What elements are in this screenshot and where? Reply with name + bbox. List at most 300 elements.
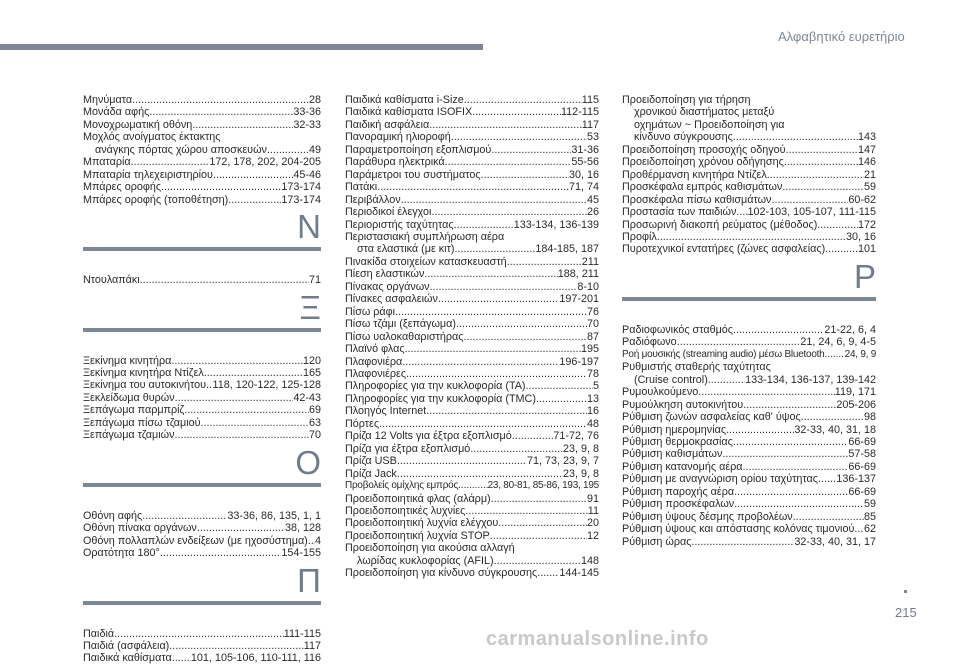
index-term: Παιδιά (83, 627, 115, 640)
index-term: Προειδοποιητικές λυχνίες (345, 504, 466, 517)
index-term: Προσκέφαλα εμπρός καθισμάτων (622, 181, 783, 194)
index-entry-line: Προειδοποίηση για τήρηση (622, 94, 751, 106)
index-entry (345, 281, 599, 293)
section-rule (83, 328, 321, 332)
index-term: Ρυμούλκηση αυτοκινήτου (622, 398, 744, 411)
index-section-m (83, 94, 321, 206)
section-rule (83, 247, 321, 251)
dot-leader (472, 106, 561, 118)
index-term: Παιδικά καθίσματα i-Size (345, 94, 464, 106)
index-entry (345, 393, 599, 405)
index-entry (622, 231, 876, 243)
index-term: Μονάδα αφής (83, 106, 150, 119)
index-section-x (83, 355, 321, 442)
index-pages: 33-36, 86, 135, 1, 1 (227, 509, 321, 522)
index-pages: 53 (586, 131, 599, 144)
dot-leader (454, 219, 514, 231)
dot-leader (114, 628, 284, 640)
index-pages: 147 (857, 143, 876, 156)
index-entry (345, 169, 599, 181)
index-pages: 60-62 (848, 193, 876, 206)
index-section-p-end (622, 94, 876, 256)
index-entry (345, 156, 599, 168)
index-term: Μηνύματα (83, 94, 133, 106)
index-pages: 23, 80-81, 85-86, 193, 195 (487, 480, 599, 492)
index-term: Προφίλ (622, 230, 657, 243)
index-pages: 55-56 (571, 156, 599, 169)
index-pages: 45 (586, 193, 599, 206)
index-pages: 28 (308, 94, 321, 106)
index-term: Ξεκίνημα κινητήρα Ντίζελ (83, 366, 204, 379)
index-entry (345, 405, 599, 417)
index-pages: 87 (586, 330, 599, 343)
index-term: Προβολείς ομίχλης εμπρός (345, 480, 459, 492)
page-number: 215 (895, 605, 917, 620)
index-term: Πληροφορίες για την κυκλοφορία (TMC) (345, 392, 536, 405)
index-entry (345, 555, 599, 567)
section-rule (83, 601, 321, 605)
index-pages: 112-115 (560, 106, 599, 119)
dot-leader (818, 473, 836, 485)
index-pages: 211 (581, 255, 599, 268)
dot-leader (171, 355, 303, 367)
index-entry (622, 194, 876, 206)
index-pages: 205-206 (836, 398, 876, 411)
index-term: Πανοραμική ηλιοροφή (345, 131, 451, 144)
index-pages: 23, 9, 8 (562, 442, 599, 455)
index-term: Ρύθμιση θερμοκρασίας (622, 435, 733, 448)
index-term: Περιβάλλον (345, 193, 401, 206)
dot-leader (397, 468, 563, 480)
index-pages: 133-134, 136-139 (513, 218, 599, 231)
index-section-p-cont (345, 94, 599, 580)
index-term: Παιδικά καθίσματα ISOFIX (345, 106, 473, 119)
index-section-n (83, 274, 321, 286)
index-term: Περιοδικοί έλεγχοι (345, 206, 432, 219)
index-term: Πινακίδα στοιχείων κατασκευαστή (345, 255, 507, 268)
index-pages: 26 (586, 206, 599, 219)
index-pages: 8-10 (577, 280, 599, 293)
dot-leader (743, 461, 849, 473)
index-entry (622, 324, 876, 336)
dot-leader (267, 144, 309, 156)
dot-leader (213, 169, 293, 181)
index-term: Προθέρμανση κινητήρα Ντίζελ (622, 168, 767, 181)
index-term: Ρύθμιση προσκέφαλων (622, 498, 735, 511)
index-section-p (83, 628, 321, 665)
index-entry (83, 274, 321, 286)
dot-leader (825, 243, 858, 255)
index-entry (83, 640, 321, 652)
index-pages: 101 (857, 243, 876, 256)
index-pages: 20 (586, 517, 599, 530)
index-pages: 32-33 (293, 118, 321, 131)
dot-leader (429, 119, 582, 131)
index-pages: 101, 105-106, 110-111, 116 (190, 652, 321, 665)
index-term: Ορατότητα 180° (83, 547, 160, 560)
dot-leader (536, 393, 587, 405)
dot-leader (771, 194, 848, 206)
dot-leader (395, 306, 587, 318)
dot-leader (733, 131, 858, 143)
index-term: Ρύθμιση ώρας (622, 535, 692, 548)
dot-leader (204, 367, 303, 379)
index-pages: 172, 178, 202, 204-205 (209, 156, 321, 169)
index-entry (345, 256, 599, 268)
index-term: Πλοηγός Internet (345, 405, 427, 418)
dot-leader (512, 430, 554, 442)
dot-leader (405, 343, 581, 355)
dot-leader (733, 436, 849, 448)
index-pages: 71, 74 (568, 181, 599, 194)
index-entry (622, 436, 876, 448)
index-pages: 69 (308, 404, 321, 417)
index-entry (83, 181, 321, 193)
index-pages: 59 (863, 498, 876, 511)
dot-leader (379, 418, 587, 430)
index-entry (345, 268, 599, 280)
letter-heading-r (622, 257, 876, 314)
index-pages: 38, 128 (284, 522, 321, 535)
index-pages: 23, 9, 8 (562, 467, 599, 480)
index-entry (622, 206, 876, 218)
index-term: Ρύθμιση καθισμάτων (622, 448, 723, 461)
index-pages: 66-69 (848, 485, 876, 498)
dot-leader (767, 169, 864, 181)
index-term: Προστασία των παιδιών (622, 206, 737, 219)
dot-leader (456, 318, 587, 330)
index-pages: 12 (586, 529, 599, 542)
index-pages: 184-185, 187 (535, 243, 599, 256)
index-entry (345, 493, 599, 505)
dot-leader (132, 94, 309, 106)
dot-leader (708, 374, 745, 386)
index-pages: 165 (302, 366, 321, 379)
index-term: (Cruise control) (634, 373, 708, 386)
index-entry (622, 536, 876, 548)
dot-leader (131, 156, 210, 168)
dot-leader (491, 144, 571, 156)
index-entry (83, 367, 321, 379)
index-pages: 146 (857, 156, 876, 169)
index-entry (622, 448, 876, 460)
index-term: Ξεπάγωμα τζαμιών (83, 429, 175, 442)
index-term: Πίνακας οργάνων (345, 280, 430, 293)
dot-leader (722, 448, 848, 460)
index-term: Ρυμουλκούμενο (622, 386, 699, 399)
index-pages: 57-58 (848, 448, 876, 461)
index-term: Ρύθμιση ύψους δέσμης προβολέων (622, 510, 793, 523)
index-term: Μπάρες οροφής (τοποθέτηση) (83, 193, 229, 206)
section-letter: Π (287, 562, 321, 600)
index-pages: 76 (586, 305, 599, 318)
index-entry (345, 356, 599, 368)
index-term: Πατάκι (345, 181, 378, 194)
index-entry (622, 486, 876, 498)
index-entry-line: οχημάτων ~ Προειδοποίηση για (634, 118, 785, 131)
index-entry (622, 349, 876, 361)
dot-leader (825, 349, 845, 361)
index-pages: 30, 16 (845, 230, 876, 243)
dot-leader (784, 156, 858, 168)
dot-leader (426, 405, 587, 417)
index-pages: 173-174 (281, 193, 321, 206)
dot-leader (401, 194, 587, 206)
index-entry (345, 106, 599, 118)
dot-leader (726, 424, 794, 436)
index-entry (83, 194, 321, 206)
index-entry (345, 567, 599, 579)
index-pages: 32-33, 40, 31, 17 (794, 535, 876, 548)
index-entry (83, 119, 321, 131)
dot-leader (175, 392, 294, 404)
index-pages: 71, 73, 23, 9, 7 (526, 455, 599, 468)
index-term: Πληροφορίες για την κυκλοφορία (TA) (345, 380, 526, 393)
index-entry (83, 547, 321, 559)
index-term: Ραδιοφωνικός σταθμός (622, 323, 734, 336)
index-entry (622, 461, 876, 473)
index-entry (622, 523, 876, 535)
dot-leader (464, 331, 587, 343)
index-entry-line: Ρυθμιστής σταθερής ταχύτητας (622, 361, 771, 374)
dot-leader (142, 510, 227, 522)
index-term: Περιοριστής ταχύτητας (345, 218, 454, 231)
dot-leader (377, 181, 569, 193)
index-entry (83, 628, 321, 640)
index-term: Παιδικά καθίσματα (83, 652, 172, 665)
dot-leader (402, 356, 559, 368)
index-term: Πίεση ελαστικών (345, 268, 425, 281)
dot-leader (782, 181, 864, 193)
index-pages: 31-36 (571, 143, 599, 156)
index-term: Παιδιά (ασφάλεια) (83, 639, 170, 652)
index-pages: 66-69 (848, 460, 876, 473)
index-entry (622, 169, 876, 181)
index-entry (345, 119, 599, 131)
index-pages: 119, 171 (834, 386, 876, 399)
index-pages: 78 (586, 367, 599, 380)
index-term: Προειδοποιητικά φλας (αλάρμ) (345, 492, 491, 505)
index-pages: 133-134, 136-137, 139-142 (745, 373, 876, 386)
index-column-2 (345, 94, 599, 580)
index-entry (622, 144, 876, 156)
index-pages: 172 (857, 218, 876, 231)
index-term: Ρύθμιση παροχής αέρα (622, 485, 735, 498)
index-pages: 66-69 (848, 435, 876, 448)
index-pages: 11 (587, 504, 599, 517)
dot-leader (743, 399, 836, 411)
index-entry (83, 417, 321, 429)
index-term: Πίσω ράφι (345, 305, 396, 318)
index-entry (83, 535, 321, 547)
index-entry-line: Προειδοποίηση για ακούσια αλλαγή (345, 542, 515, 555)
index-term: Οθόνη πίνακα οργάνων (83, 522, 197, 535)
index-pages: 98 (863, 411, 876, 424)
index-pages: 117 (581, 118, 599, 131)
dot-leader (445, 156, 572, 168)
index-term: Μπαταρία τηλεχειριστηρίου (83, 168, 213, 181)
index-pages: 144-145 (559, 567, 599, 580)
index-term: Προσκέφαλα πίσω καθισμάτων (622, 193, 772, 206)
dot-leader (736, 206, 747, 218)
dot-leader (817, 219, 858, 231)
index-pages: 143 (857, 131, 876, 144)
index-entry (83, 522, 321, 534)
dot-leader (490, 530, 587, 542)
index-entry (345, 331, 599, 343)
index-term: Ρύθμιση ημερομηνίας (622, 423, 727, 436)
index-pages: 188, 211 (557, 268, 599, 281)
index-pages: 62 (863, 523, 876, 536)
dot-leader (431, 206, 587, 218)
index-entry (345, 530, 599, 542)
index-term: Παράθυρα ηλεκτρικά (345, 156, 445, 169)
dot-leader (458, 480, 488, 492)
index-term: Μπάρες οροφής (83, 181, 162, 194)
index-entry (622, 374, 876, 386)
index-pages: 48 (586, 417, 599, 430)
dot-leader (201, 417, 309, 429)
index-term: Προσωρινή διακοπή ρεύματος (μέθοδος) (622, 218, 818, 231)
index-pages: 5 (592, 380, 599, 393)
index-term: Ντουλαπάκι (83, 274, 140, 287)
index-pages: 21, 24, 6, 9, 4-5 (800, 336, 876, 349)
watermark: carmanualsonline.info (486, 628, 709, 650)
index-term: Πίνακες ασφαλειών (345, 293, 438, 306)
header-rule (0, 44, 483, 50)
dot-leader (140, 274, 309, 286)
index-entry (622, 473, 876, 485)
dot-leader (424, 268, 557, 280)
index-entry (345, 418, 599, 430)
index-pages: 24, 9, 9 (844, 348, 876, 360)
index-term: στα ελαστικά (με κιτ) (357, 243, 455, 256)
dot-leader (184, 404, 309, 416)
index-pages: 32-33, 40, 31, 18 (794, 423, 876, 436)
section-rule (83, 483, 321, 487)
index-term: Ξεκλείδωμα θυρών (83, 391, 175, 404)
index-term: Παιδική ασφάλεια (345, 118, 430, 131)
index-pages: 91 (586, 492, 599, 505)
index-entry (345, 468, 599, 480)
index-entry (345, 430, 599, 442)
index-term: Πλαφονιέρες (345, 367, 407, 380)
index-entry (345, 505, 599, 517)
index-term: Ξεκίνημα κινητήρα (83, 354, 172, 367)
index-pages: 16 (586, 405, 599, 418)
dot-leader (801, 411, 864, 423)
index-entry (622, 243, 876, 255)
index-term: Προειδοποιητική λυχνία STOP (345, 529, 490, 542)
index-term: Ραδιόφωνο (622, 336, 677, 349)
index-entry (622, 219, 876, 231)
index-section-o (83, 510, 321, 560)
index-pages: 59 (863, 181, 876, 194)
index-term: Πρίζα 12 Volts για έξτρα εξοπλισμό (345, 430, 512, 443)
index-pages: 45-46 (293, 168, 321, 181)
index-pages: 196-197 (559, 355, 599, 368)
section-rule (622, 297, 876, 301)
index-term: Ξεκίνημα του αυτοκινήτου (83, 379, 206, 392)
index-pages: 120 (302, 354, 321, 367)
dot-leader (734, 486, 848, 498)
index-entry (622, 511, 876, 523)
dot-leader (526, 380, 593, 392)
index-entry-line: χρονικού διαστήματος μεταξύ (634, 106, 775, 119)
index-term: Προειδοποιητική λυχνία ελέγχου (345, 517, 499, 530)
index-entry (345, 306, 599, 318)
dot-leader (491, 493, 587, 505)
dot-leader (481, 169, 569, 181)
index-pages: 21-22, 6, 4 (824, 323, 876, 336)
index-entry (622, 411, 876, 423)
index-pages: 148 (580, 554, 599, 567)
dot-leader (438, 293, 560, 305)
index-pages: 63 (308, 416, 321, 429)
dot-leader (308, 535, 315, 547)
letter-heading-n (83, 208, 321, 264)
index-entry (345, 181, 599, 193)
index-pages: 115 (581, 94, 599, 106)
index-pages: 33-36 (293, 106, 321, 119)
dot-leader (149, 106, 293, 118)
index-term: Ρύθμιση με αναγνώριση ορίου ταχύτητας (622, 473, 818, 486)
index-term: Μπαταρία (83, 156, 131, 169)
index-term: Προειδοποίηση προσοχής οδηγού (622, 143, 786, 156)
index-entry (83, 429, 321, 441)
section-letter: Ξ (290, 289, 321, 327)
index-entry (83, 652, 321, 664)
dot-leader (734, 498, 864, 510)
index-entry (83, 106, 321, 118)
index-entry (83, 144, 321, 156)
page-marker (904, 590, 907, 593)
index-entry (345, 219, 599, 231)
index-term: κίνδυνο σύγκρουσης (634, 131, 733, 144)
index-term: Οθόνη αφής (83, 509, 143, 522)
dot-leader (733, 324, 824, 336)
dot-leader (677, 336, 801, 348)
letter-heading-x (83, 288, 321, 345)
index-entry (83, 392, 321, 404)
index-entry (83, 156, 321, 168)
index-pages: 173-174 (281, 181, 321, 194)
index-pages: 21 (863, 168, 876, 181)
index-entry (345, 368, 599, 380)
section-letter: Ν (287, 208, 321, 246)
index-entry (345, 194, 599, 206)
dot-leader (786, 144, 858, 156)
index-entry (345, 94, 599, 106)
index-entry (345, 318, 599, 330)
letter-heading-o (83, 443, 321, 500)
dot-leader (169, 640, 304, 652)
index-entry (622, 336, 876, 348)
index-entry (345, 443, 599, 455)
index-term: Πυροτεχνικοί εντατήρες (ζώνες ασφαλείας) (622, 243, 826, 256)
index-term: Πίσω τζάμι (ξεπάγωμα) (345, 318, 456, 331)
index-entry (345, 343, 599, 355)
index-entry (83, 355, 321, 367)
index-term: Παράμετροι του συστήματος (345, 168, 481, 181)
index-term: Μονοχρωματική οθόνη (83, 118, 193, 131)
index-entry (345, 243, 599, 255)
letter-heading-p (83, 561, 321, 618)
section-letter: Ο (285, 444, 321, 482)
dot-leader (494, 555, 581, 567)
page-title: Αλφαβητικό ευρετήριο (778, 29, 905, 44)
index-entry (345, 131, 599, 143)
